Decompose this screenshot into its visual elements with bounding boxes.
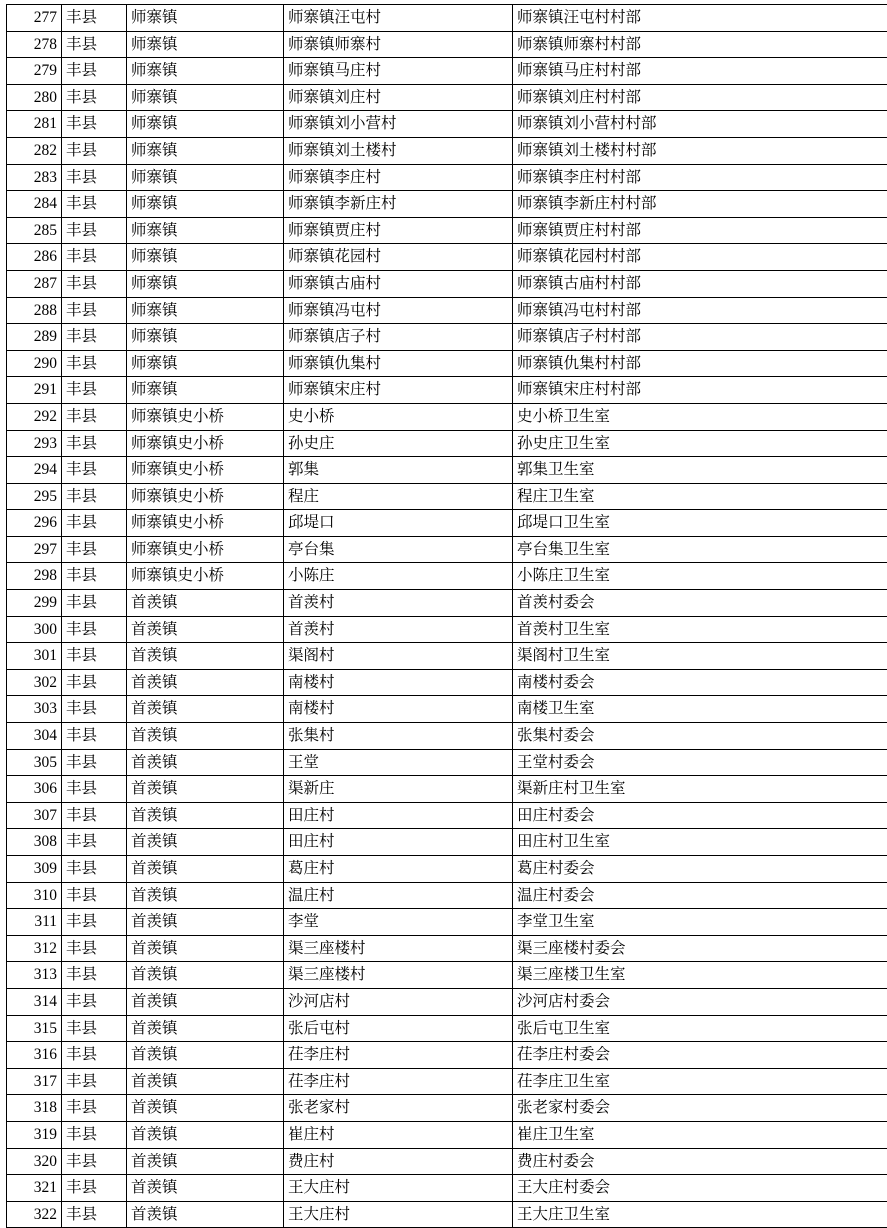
cell-town: 师寨镇 [127, 377, 284, 404]
cell-village: 张集村 [284, 723, 513, 750]
cell-index: 305 [7, 749, 62, 776]
cell-index: 296 [7, 510, 62, 537]
cell-county: 丰县 [62, 350, 127, 377]
cell-index: 288 [7, 297, 62, 324]
cell-site: 师寨镇宋庄村村部 [513, 377, 887, 404]
table-row [7, 58, 887, 85]
cell-town: 师寨镇 [127, 244, 284, 271]
cell-town: 师寨镇 [127, 324, 284, 351]
cell-index: 310 [7, 882, 62, 909]
cell-site: 师寨镇刘庄村村部 [513, 84, 887, 111]
cell-index: 284 [7, 191, 62, 218]
cell-county: 丰县 [62, 988, 127, 1015]
cell-village: 孙史庄 [284, 430, 513, 457]
cell-site: 师寨镇李庄村村部 [513, 164, 887, 191]
cell-index: 281 [7, 111, 62, 138]
cell-index: 291 [7, 377, 62, 404]
table-row [7, 590, 887, 617]
cell-site: 邱堤口卫生室 [513, 510, 887, 537]
cell-village: 南楼村 [284, 669, 513, 696]
table-row [7, 1148, 887, 1175]
cell-county: 丰县 [62, 643, 127, 670]
cell-county: 丰县 [62, 935, 127, 962]
cell-site: 师寨镇汪屯村村部 [513, 5, 887, 32]
cell-county: 丰县 [62, 696, 127, 723]
table-row [7, 802, 887, 829]
cell-county: 丰县 [62, 31, 127, 58]
table-row [7, 1121, 887, 1148]
cell-county: 丰县 [62, 137, 127, 164]
cell-county: 丰县 [62, 191, 127, 218]
cell-site: 王大庄卫生室 [513, 1201, 887, 1228]
cell-village: 费庄村 [284, 1148, 513, 1175]
table-row [7, 962, 887, 989]
cell-village: 南楼村 [284, 696, 513, 723]
table-row [7, 324, 887, 351]
cell-county: 丰县 [62, 962, 127, 989]
cell-site: 南楼卫生室 [513, 696, 887, 723]
cell-site: 师寨镇仇集村村部 [513, 350, 887, 377]
table-row [7, 1015, 887, 1042]
table-row [7, 616, 887, 643]
cell-county: 丰县 [62, 563, 127, 590]
cell-village: 师寨镇汪屯村 [284, 5, 513, 32]
cell-county: 丰县 [62, 483, 127, 510]
table-row [7, 829, 887, 856]
cell-county: 丰县 [62, 1175, 127, 1202]
cell-county: 丰县 [62, 217, 127, 244]
cell-village: 葛庄村 [284, 856, 513, 883]
cell-site: 师寨镇贾庄村村部 [513, 217, 887, 244]
cell-village: 亭台集 [284, 536, 513, 563]
table-row [7, 297, 887, 324]
cell-site: 师寨镇古庙村村部 [513, 270, 887, 297]
cell-index: 289 [7, 324, 62, 351]
cell-county: 丰县 [62, 590, 127, 617]
table-row [7, 1201, 887, 1228]
cell-site: 茌李庄村委会 [513, 1042, 887, 1069]
cell-town: 首羡镇 [127, 856, 284, 883]
cell-village: 师寨镇师寨村 [284, 31, 513, 58]
cell-county: 丰县 [62, 403, 127, 430]
cell-site: 师寨镇马庄村村部 [513, 58, 887, 85]
cell-town: 师寨镇 [127, 111, 284, 138]
cell-index: 309 [7, 856, 62, 883]
cell-village: 田庄村 [284, 829, 513, 856]
cell-town: 首羡镇 [127, 1042, 284, 1069]
table-row [7, 1042, 887, 1069]
cell-site: 程庄卫生室 [513, 483, 887, 510]
cell-site: 张集村委会 [513, 723, 887, 750]
cell-town: 首羡镇 [127, 1175, 284, 1202]
cell-village: 崔庄村 [284, 1121, 513, 1148]
cell-town: 首羡镇 [127, 1015, 284, 1042]
table-row [7, 111, 887, 138]
cell-village: 渠阁村 [284, 643, 513, 670]
cell-town: 首羡镇 [127, 829, 284, 856]
cell-index: 315 [7, 1015, 62, 1042]
cell-town: 首羡镇 [127, 723, 284, 750]
table-row [7, 749, 887, 776]
table-row [7, 563, 887, 590]
cell-index: 282 [7, 137, 62, 164]
cell-index: 302 [7, 669, 62, 696]
table-row [7, 536, 887, 563]
cell-town: 师寨镇 [127, 137, 284, 164]
cell-village: 师寨镇李新庄村 [284, 191, 513, 218]
cell-county: 丰县 [62, 430, 127, 457]
cell-village: 王堂 [284, 749, 513, 776]
cell-index: 317 [7, 1068, 62, 1095]
cell-town: 首羡镇 [127, 590, 284, 617]
cell-index: 301 [7, 643, 62, 670]
cell-village: 邱堤口 [284, 510, 513, 537]
cell-site: 师寨镇冯屯村村部 [513, 297, 887, 324]
cell-index: 283 [7, 164, 62, 191]
cell-index: 299 [7, 590, 62, 617]
table-row [7, 723, 887, 750]
cell-town: 首羡镇 [127, 909, 284, 936]
cell-county: 丰县 [62, 909, 127, 936]
table-row [7, 856, 887, 883]
cell-site: 渠新庄村卫生室 [513, 776, 887, 803]
table-row [7, 696, 887, 723]
cell-county: 丰县 [62, 84, 127, 111]
cell-index: 290 [7, 350, 62, 377]
cell-village: 张后屯村 [284, 1015, 513, 1042]
table-row [7, 1175, 887, 1202]
table-row [7, 669, 887, 696]
cell-village: 首羡村 [284, 616, 513, 643]
table-row [7, 643, 887, 670]
cell-index: 287 [7, 270, 62, 297]
cell-county: 丰县 [62, 1201, 127, 1228]
cell-county: 丰县 [62, 270, 127, 297]
table-row [7, 1095, 887, 1122]
cell-county: 丰县 [62, 1095, 127, 1122]
cell-town: 首羡镇 [127, 1121, 284, 1148]
cell-site: 王堂村委会 [513, 749, 887, 776]
table-row [7, 935, 887, 962]
cell-index: 304 [7, 723, 62, 750]
cell-site: 师寨镇刘土楼村村部 [513, 137, 887, 164]
cell-village: 师寨镇仇集村 [284, 350, 513, 377]
cell-village: 师寨镇刘庄村 [284, 84, 513, 111]
cell-site: 王大庄村委会 [513, 1175, 887, 1202]
cell-town: 首羡镇 [127, 988, 284, 1015]
cell-county: 丰县 [62, 1068, 127, 1095]
cell-town: 首羡镇 [127, 882, 284, 909]
cell-site: 茌李庄卫生室 [513, 1068, 887, 1095]
table-row [7, 988, 887, 1015]
table-row [7, 164, 887, 191]
cell-town: 首羡镇 [127, 935, 284, 962]
cell-county: 丰县 [62, 510, 127, 537]
cell-county: 丰县 [62, 536, 127, 563]
cell-index: 278 [7, 31, 62, 58]
cell-site: 李堂卫生室 [513, 909, 887, 936]
cell-village: 师寨镇刘土楼村 [284, 137, 513, 164]
cell-village: 师寨镇花园村 [284, 244, 513, 271]
table-row [7, 244, 887, 271]
cell-county: 丰县 [62, 829, 127, 856]
cell-town: 师寨镇史小桥 [127, 457, 284, 484]
cell-village: 史小桥 [284, 403, 513, 430]
cell-county: 丰县 [62, 723, 127, 750]
table-row [7, 457, 887, 484]
cell-town: 师寨镇 [127, 58, 284, 85]
cell-town: 师寨镇史小桥 [127, 536, 284, 563]
cell-site: 渠三座楼卫生室 [513, 962, 887, 989]
cell-index: 279 [7, 58, 62, 85]
cell-county: 丰县 [62, 669, 127, 696]
cell-index: 294 [7, 457, 62, 484]
cell-town: 首羡镇 [127, 696, 284, 723]
cell-index: 314 [7, 988, 62, 1015]
table-row [7, 776, 887, 803]
cell-village: 茌李庄村 [284, 1042, 513, 1069]
cell-county: 丰县 [62, 616, 127, 643]
cell-county: 丰县 [62, 58, 127, 85]
cell-index: 295 [7, 483, 62, 510]
cell-index: 292 [7, 403, 62, 430]
cell-town: 首羡镇 [127, 776, 284, 803]
cell-index: 320 [7, 1148, 62, 1175]
cell-index: 277 [7, 5, 62, 32]
cell-village: 小陈庄 [284, 563, 513, 590]
cell-index: 297 [7, 536, 62, 563]
cell-county: 丰县 [62, 457, 127, 484]
cell-index: 312 [7, 935, 62, 962]
cell-town: 师寨镇史小桥 [127, 483, 284, 510]
cell-town: 首羡镇 [127, 669, 284, 696]
cell-town: 首羡镇 [127, 1148, 284, 1175]
cell-town: 首羡镇 [127, 1095, 284, 1122]
cell-county: 丰县 [62, 1121, 127, 1148]
table-row [7, 483, 887, 510]
cell-site: 师寨镇师寨村村部 [513, 31, 887, 58]
table-body [7, 5, 887, 1228]
cell-site: 田庄村委会 [513, 802, 887, 829]
cell-index: 316 [7, 1042, 62, 1069]
cell-town: 首羡镇 [127, 802, 284, 829]
cell-village: 师寨镇马庄村 [284, 58, 513, 85]
cell-village: 渠三座楼村 [284, 962, 513, 989]
cell-county: 丰县 [62, 1042, 127, 1069]
table-row [7, 403, 887, 430]
cell-site: 田庄村卫生室 [513, 829, 887, 856]
cell-county: 丰县 [62, 856, 127, 883]
cell-county: 丰县 [62, 749, 127, 776]
cell-town: 师寨镇 [127, 5, 284, 32]
cell-county: 丰县 [62, 297, 127, 324]
cell-village: 张老家村 [284, 1095, 513, 1122]
cell-village: 茌李庄村 [284, 1068, 513, 1095]
cell-town: 师寨镇 [127, 270, 284, 297]
cell-village: 程庄 [284, 483, 513, 510]
table-row [7, 5, 887, 32]
cell-county: 丰县 [62, 882, 127, 909]
cell-index: 307 [7, 802, 62, 829]
table-row [7, 270, 887, 297]
cell-site: 小陈庄卫生室 [513, 563, 887, 590]
cell-village: 郭集 [284, 457, 513, 484]
cell-town: 首羡镇 [127, 962, 284, 989]
vaccination-site-table [6, 4, 887, 1228]
cell-site: 师寨镇花园村村部 [513, 244, 887, 271]
table-row [7, 377, 887, 404]
cell-site: 首羡村委会 [513, 590, 887, 617]
cell-village: 师寨镇宋庄村 [284, 377, 513, 404]
cell-county: 丰县 [62, 377, 127, 404]
cell-site: 崔庄卫生室 [513, 1121, 887, 1148]
cell-town: 师寨镇史小桥 [127, 563, 284, 590]
cell-site: 史小桥卫生室 [513, 403, 887, 430]
cell-site: 郭集卫生室 [513, 457, 887, 484]
cell-index: 285 [7, 217, 62, 244]
cell-site: 葛庄村委会 [513, 856, 887, 883]
cell-town: 师寨镇史小桥 [127, 430, 284, 457]
cell-county: 丰县 [62, 164, 127, 191]
cell-town: 师寨镇史小桥 [127, 510, 284, 537]
table-row [7, 430, 887, 457]
cell-site: 张后屯卫生室 [513, 1015, 887, 1042]
cell-county: 丰县 [62, 324, 127, 351]
cell-index: 308 [7, 829, 62, 856]
cell-index: 298 [7, 563, 62, 590]
cell-county: 丰县 [62, 111, 127, 138]
cell-county: 丰县 [62, 802, 127, 829]
cell-index: 286 [7, 244, 62, 271]
cell-index: 321 [7, 1175, 62, 1202]
table-row [7, 31, 887, 58]
cell-index: 318 [7, 1095, 62, 1122]
table-row [7, 909, 887, 936]
cell-site: 师寨镇刘小营村村部 [513, 111, 887, 138]
cell-site: 师寨镇店子村村部 [513, 324, 887, 351]
cell-town: 首羡镇 [127, 1201, 284, 1228]
cell-town: 首羡镇 [127, 616, 284, 643]
cell-site: 费庄村委会 [513, 1148, 887, 1175]
cell-village: 温庄村 [284, 882, 513, 909]
cell-town: 师寨镇 [127, 164, 284, 191]
cell-village: 首羡村 [284, 590, 513, 617]
cell-index: 319 [7, 1121, 62, 1148]
cell-index: 311 [7, 909, 62, 936]
cell-site: 渠阁村卫生室 [513, 643, 887, 670]
cell-village: 师寨镇贾庄村 [284, 217, 513, 244]
cell-town: 师寨镇史小桥 [127, 403, 284, 430]
cell-town: 师寨镇 [127, 217, 284, 244]
cell-county: 丰县 [62, 244, 127, 271]
cell-county: 丰县 [62, 5, 127, 32]
cell-index: 293 [7, 430, 62, 457]
cell-town: 师寨镇 [127, 84, 284, 111]
cell-site: 师寨镇李新庄村村部 [513, 191, 887, 218]
cell-index: 306 [7, 776, 62, 803]
cell-index: 300 [7, 616, 62, 643]
table-row [7, 137, 887, 164]
cell-county: 丰县 [62, 1148, 127, 1175]
table-row [7, 217, 887, 244]
cell-site: 亭台集卫生室 [513, 536, 887, 563]
cell-village: 师寨镇刘小营村 [284, 111, 513, 138]
cell-town: 首羡镇 [127, 1068, 284, 1095]
cell-village: 师寨镇李庄村 [284, 164, 513, 191]
cell-town: 师寨镇 [127, 31, 284, 58]
cell-index: 303 [7, 696, 62, 723]
cell-county: 丰县 [62, 1015, 127, 1042]
cell-village: 沙河店村 [284, 988, 513, 1015]
cell-town: 师寨镇 [127, 191, 284, 218]
table-row [7, 350, 887, 377]
cell-village: 王大庄村 [284, 1201, 513, 1228]
cell-village: 田庄村 [284, 802, 513, 829]
cell-site: 首羡村卫生室 [513, 616, 887, 643]
cell-town: 首羡镇 [127, 643, 284, 670]
cell-village: 师寨镇冯屯村 [284, 297, 513, 324]
cell-county: 丰县 [62, 776, 127, 803]
cell-town: 师寨镇 [127, 297, 284, 324]
cell-town: 首羡镇 [127, 749, 284, 776]
cell-index: 322 [7, 1201, 62, 1228]
table-row [7, 191, 887, 218]
cell-site: 沙河店村委会 [513, 988, 887, 1015]
cell-town: 师寨镇 [127, 350, 284, 377]
table-row [7, 1068, 887, 1095]
cell-village: 渠新庄 [284, 776, 513, 803]
cell-site: 孙史庄卫生室 [513, 430, 887, 457]
cell-village: 王大庄村 [284, 1175, 513, 1202]
cell-site: 南楼村委会 [513, 669, 887, 696]
cell-index: 280 [7, 84, 62, 111]
cell-index: 313 [7, 962, 62, 989]
table-row [7, 882, 887, 909]
cell-village: 李堂 [284, 909, 513, 936]
cell-site: 渠三座楼村委会 [513, 935, 887, 962]
cell-village: 师寨镇店子村 [284, 324, 513, 351]
table-row [7, 84, 887, 111]
cell-village: 渠三座楼村 [284, 935, 513, 962]
cell-village: 师寨镇古庙村 [284, 270, 513, 297]
cell-site: 温庄村委会 [513, 882, 887, 909]
table-row [7, 510, 887, 537]
cell-site: 张老家村委会 [513, 1095, 887, 1122]
